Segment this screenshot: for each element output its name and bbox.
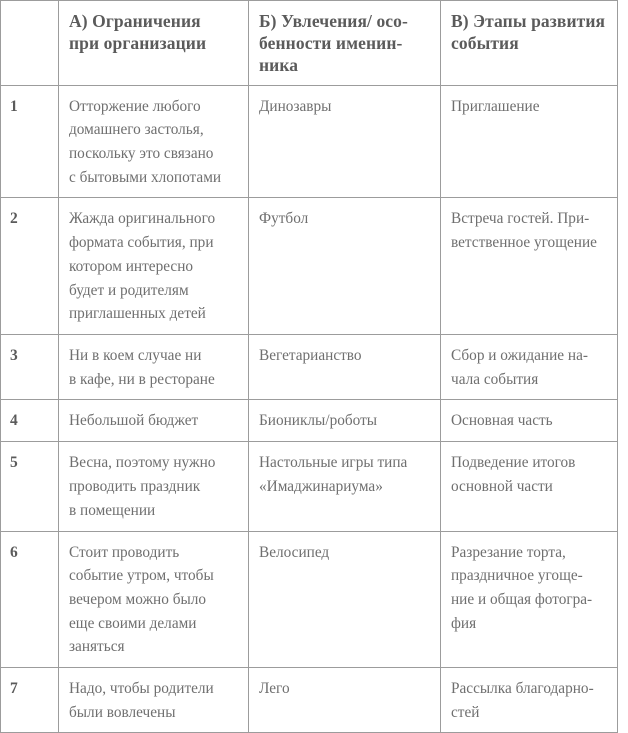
cell-column-b — [249, 198, 441, 335]
cell-line: Лего — [259, 680, 290, 698]
cell-line: Небольшой бюджет — [69, 412, 199, 430]
row-number-cell: 5 — [1, 442, 59, 531]
cell-line: приглашенных детей — [69, 305, 206, 323]
row-number-cell: 6 — [1, 531, 59, 668]
cell-column-a — [59, 442, 249, 531]
cell-column-c — [441, 198, 618, 335]
cell-column-c — [441, 400, 618, 442]
cell-line: Биониклы/роботы — [259, 412, 378, 430]
cell-line: Сбор и ожидание на- — [451, 346, 588, 364]
cell-column-a — [59, 85, 249, 198]
cell-column-b — [249, 334, 441, 399]
cell-line: еще своими делами — [69, 614, 197, 632]
row-number-cell: 4 — [1, 400, 59, 442]
cell-line: Футбол — [259, 210, 309, 228]
cell-line: заняться — [69, 638, 125, 656]
header-b-line-3: ника — [259, 55, 299, 76]
cell-column-a — [59, 334, 249, 399]
cell-line: Надо, чтобы родители — [69, 680, 214, 698]
cell-column-a — [59, 668, 249, 733]
header-b-line-1: Б) Увлечения/ осо- — [259, 11, 408, 31]
cell-line: Рассылка благодарно- — [451, 680, 594, 698]
cell-column-b — [249, 442, 441, 531]
table-header — [1, 1, 618, 86]
cell-column-c — [441, 85, 618, 198]
header-cell-corner — [1, 1, 59, 86]
cell-line: Подведение итогов — [451, 454, 576, 472]
cell-column-c — [441, 668, 618, 733]
cell-column-b — [249, 400, 441, 442]
cell-line: с бытовыми хлопотами — [69, 168, 222, 186]
table-row — [1, 85, 618, 198]
cell-line: проводить праздник — [69, 478, 201, 496]
cell-line: Вегетарианство — [259, 346, 362, 364]
cell-line: Динозавры — [259, 97, 332, 115]
cell-line: в кафе, ни в ресторане — [69, 370, 215, 388]
cell-line: праздничное угоще- — [451, 567, 583, 585]
cell-line: поскольку это связано — [69, 145, 214, 163]
header-c-line-2: события — [451, 33, 519, 54]
cell-line: Ни в коем случае ни — [69, 346, 202, 364]
header-row — [1, 1, 618, 86]
cell-column-a — [59, 400, 249, 442]
header-cell-c — [441, 1, 618, 86]
cell-column-c — [441, 442, 618, 531]
header-c-line-1: В) Этапы развития — [451, 11, 606, 31]
row-number-cell: 1 — [1, 85, 59, 198]
table-row — [1, 442, 618, 531]
cell-line: Разрезание торта, — [451, 543, 566, 561]
row-number-cell: 7 — [1, 668, 59, 733]
cell-line: фия — [451, 614, 477, 632]
row-number-cell: 2 — [1, 198, 59, 335]
cell-line: будет и родителям — [69, 281, 189, 299]
header-cell-a — [59, 1, 249, 86]
cell-line: Отторжение любого — [69, 97, 201, 115]
cell-line: событие утром, чтобы — [69, 567, 214, 585]
cell-line: ние и общая фотогра- — [451, 590, 593, 608]
table-body — [1, 85, 618, 733]
cell-line: Приглашение — [451, 97, 540, 115]
cell-column-a — [59, 198, 249, 335]
header-cell-b — [249, 1, 441, 86]
table-row — [1, 668, 618, 733]
row-number-cell: 3 — [1, 334, 59, 399]
header-a-line-2: при организации — [69, 33, 207, 54]
cell-line: «Имаджинариума» — [259, 478, 383, 496]
cell-line: формата события, при — [69, 234, 214, 252]
cell-line: Стоит проводить — [69, 543, 180, 561]
cell-line: основной части — [451, 478, 553, 496]
cell-line: ветственное угощение — [451, 234, 597, 252]
cell-line: Встреча гостей. При- — [451, 210, 590, 228]
header-b-line-2: бенности именин- — [259, 33, 403, 54]
cell-column-a — [59, 531, 249, 668]
cell-line: в помещении — [69, 501, 156, 519]
cell-line: вечером можно было — [69, 590, 207, 608]
cell-column-b — [249, 531, 441, 668]
cell-line: чала события — [451, 370, 539, 388]
table-row — [1, 531, 618, 668]
cell-line: домашнего застолья, — [69, 121, 204, 139]
cell-line: стей — [451, 703, 480, 721]
cell-line: Жажда оригинального — [69, 210, 216, 228]
table-row — [1, 198, 618, 335]
table-row — [1, 334, 618, 399]
cell-line: Велосипед — [259, 543, 330, 561]
cell-line: Настольные игры типа — [259, 454, 408, 472]
cell-column-c — [441, 531, 618, 668]
cell-line: были вовлечены — [69, 703, 176, 721]
table-row — [1, 400, 618, 442]
cell-line: котором интересно — [69, 257, 194, 275]
cell-line: Основная часть — [451, 412, 553, 430]
header-a-line-1: А) Ограничения — [69, 11, 201, 31]
cell-line: Весна, поэтому нужно — [69, 454, 216, 472]
cell-column-b — [249, 85, 441, 198]
cell-column-c — [441, 334, 618, 399]
cell-column-b — [249, 668, 441, 733]
